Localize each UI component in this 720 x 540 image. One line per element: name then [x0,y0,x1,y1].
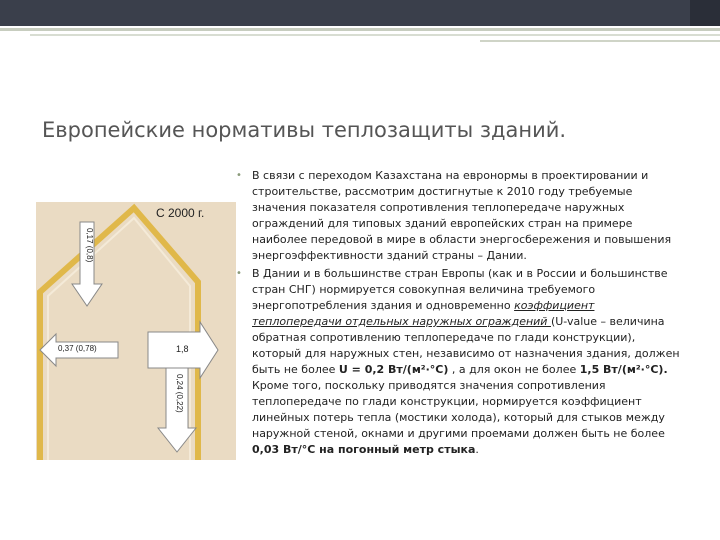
year-label: С 2000 г. [156,206,205,220]
bullet-text-part: Кроме того, поскольку приводятся значения сопротивления теплопередаче по глади конструкции, нормируется коэффициент линейных потерь тепла (мостики холода), который для стыков между наружной стеной, окнами и другими проемами должен быть не более [252,379,665,440]
u-value-window: 1,5 Вт/(м²·°С). [579,363,668,376]
bullet-text-part: (U-value – величина обратная сопротивлению теплопередаче по глади конструкции), который для наружных стен, независимо от назначения здания, должен быть не более [252,315,680,376]
header-rule-short [480,40,720,42]
header-rule [0,28,720,31]
bullet-text-part: , а для окон не более [448,363,580,376]
roof-value: 0,17 (0,8) [85,228,94,263]
bullet-text-part: В Дании и в большинстве стран Европы (как и в России и большинстве стран СНГ) нормируется совокупная величина требуемого энергопотребления здания и одновременно [252,267,668,312]
bullet-text: В связи с переходом Казахстана на евронормы в проектировании и строительстве, рассмотрим достигнутые к 2010 году требуемые значения показателя сопротивления теплопередаче наружных ограждений для типовых зданий европейских стран на примере наиболее передовой в мире в области энергосбережения и повышения энергоэффективности зданий страны – Дании. [252,169,672,262]
bullet-dot-icon: • [236,170,242,181]
header-rule-secondary [30,34,720,36]
house-diagram [36,202,236,460]
top-bar-accent [690,0,720,26]
window-value: 1,8 [176,344,189,354]
wall-value: 0,37 (0,78) [58,344,97,353]
u-value-wall: U = 0,2 Вт/(м²·°С) [338,363,449,376]
floor-value: 0,24 (0,22) [175,374,184,413]
slide-body [236,168,681,460]
linear-loss-value: 0,03 Вт/°С на погонный метр стыка [252,443,476,456]
bullet-item [236,168,681,264]
term-link[interactable]: коэффициент теплопередачи отдельных наружных ограждений [252,299,595,328]
house-outline [36,202,236,460]
bullet-dot-icon: • [236,268,242,279]
bullet-text-part: . [475,443,479,456]
slide-title: Европейские нормативы теплозащиты зданий. [42,118,567,142]
bullet-item [236,266,681,458]
top-bar [0,0,720,26]
